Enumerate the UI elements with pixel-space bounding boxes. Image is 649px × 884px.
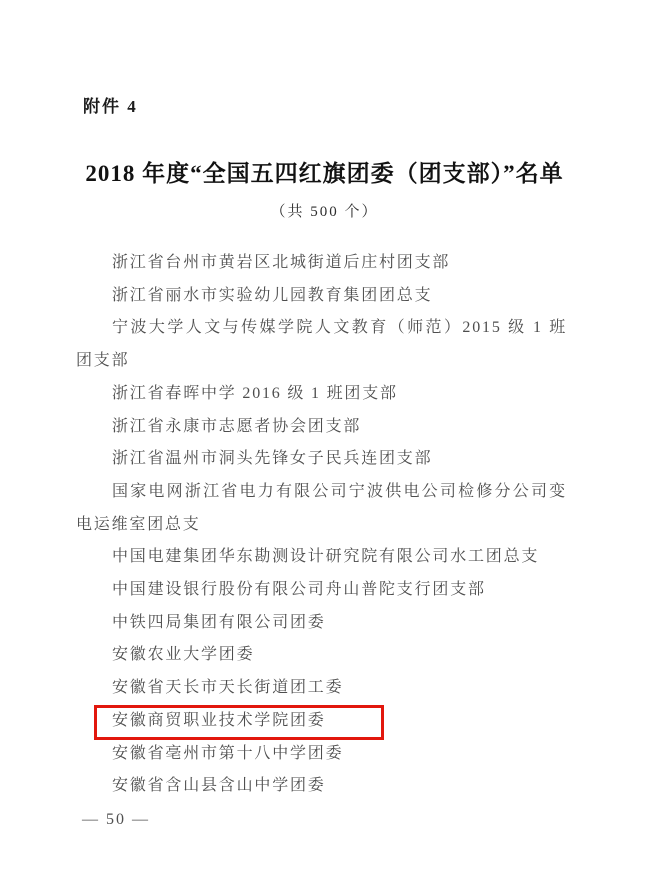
list-item: 浙江省台州市黄岩区北城街道后庄村团支部 xyxy=(112,254,451,271)
list-item: 浙江省永康市志愿者协会团支部 xyxy=(112,417,362,435)
list-item: 浙江省温州市洞头先锋女子民兵连团支部 xyxy=(112,450,433,468)
list-item: 安徽省含山县含山中学团委 xyxy=(112,777,326,795)
page-number: — 50 — xyxy=(82,811,150,828)
list-item: 国家电网浙江省电力有限公司宁波供电公司检修分公司变电运维室团总支 xyxy=(76,482,567,533)
list-item: 中国电建集团华东勘测设计研究院有限公司水工团总支 xyxy=(112,548,540,566)
list-item: 中国建设银行股份有限公司舟山普陀支行团支部 xyxy=(112,581,486,599)
list-item: 宁波大学人文与传媒学院人文教育（师范）2015 级 1 班团支部 xyxy=(76,319,567,370)
list-item: 安徽省亳州市第十八中学团委 xyxy=(112,744,344,762)
list-item: 中铁四局集团有限公司团委 xyxy=(112,613,326,631)
list-item: 安徽农业大学团委 xyxy=(112,646,255,664)
list-item: 浙江省春晖中学 2016 级 1 班团支部 xyxy=(112,384,398,402)
document-subtitle: （共 500 个） xyxy=(270,204,379,220)
attachment-label: 附件 4 xyxy=(83,97,138,116)
document-title: 2018 年度“全国五四红旗团委（团支部）”名单 xyxy=(85,161,564,186)
list-item: 浙江省丽水市实验幼儿园教育集团团总支 xyxy=(112,286,433,304)
red-highlight-box xyxy=(94,705,384,740)
list-item-highlighted: 安徽商贸职业技术学院团委 xyxy=(112,711,326,729)
list-item: 安徽省天长市天长街道团工委 xyxy=(112,679,344,697)
